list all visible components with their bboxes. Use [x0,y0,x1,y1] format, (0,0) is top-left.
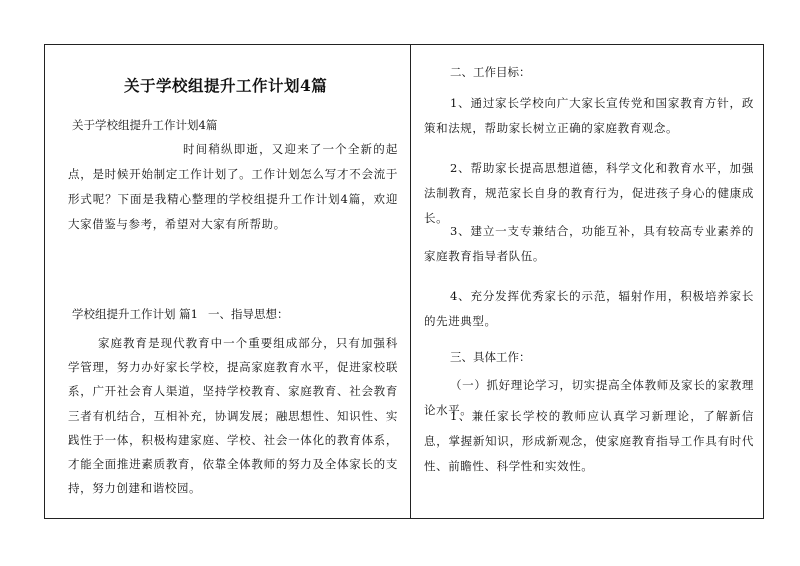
document-subtitle: 关于学校组提升工作计划4篇 [72,118,218,132]
left-column [44,44,410,519]
section-title-line [72,306,288,322]
family-education-paragraph: 家庭教育是现代教育中一个重要组成部分，只有加强科学管理，努力办好家长学校，提高家庭教育水平，促进家校联系，广开社会育人渠道，坚持学校教育、家庭教育、社会教育三者有机结合，互相补充，协调发展；融思想性、知识性、实践性于一体，积极构建家庭、学校、社会一体化的教育体系，才能全面推进素质教育，依靠全体教师的努力及全体家长的支持，努力创建和谐校园。 [68,336,398,496]
guiding-thought-heading: 一、指导思想： [207,307,289,321]
column-divider [410,44,411,519]
goal-item-4: 4、充分发挥优秀家长的示范，辐射作用，积极培养家长的先进典型。 [424,289,754,328]
work-goals-heading: 二、工作目标： [450,65,531,79]
goal-item-3: 3、建立一支专兼结合，功能互补，具有较高专业素养的家庭教育指导者队伍。 [424,224,754,263]
work-item-1: 1、兼任家长学校的教师应认真学习新理论，了解新信息，掌握新知识，形成新观念，使家庭教育指导工作具有时代性、前瞻性、科学性和实效性。 [424,409,754,473]
work-subheading: （一）抓好理论学习，切实提高全体教师及家长的家教理论水平。 [424,378,754,417]
right-column [412,44,764,519]
section-title: 学校组提升工作计划 篇1 [72,307,198,321]
intro-paragraph: 时间稍纵即逝，又迎来了一个全新的起点，是时候开始制定工作计划了。工作计划怎么写才不会流于形式呢？下面是我精心整理的学校组提升工作计划4篇，欢迎大家借鉴与参考，希望对大家有所帮助。 [68,142,398,231]
goal-item-1: 1、通过家长学校向广大家长宣传党和国家教育方针，政策和法规，帮助家长树立正确的家庭教育观念。 [424,96,754,135]
specific-work-heading: 三、具体工作： [450,350,531,364]
document-title: 关于学校组提升工作计划4篇 [124,76,328,95]
goal-item-2: 2、帮助家长提高思想道德，科学文化和教育水平，加强法制教育，规范家长自身的教育行为，促进孩子身心的健康成长。 [424,161,754,225]
